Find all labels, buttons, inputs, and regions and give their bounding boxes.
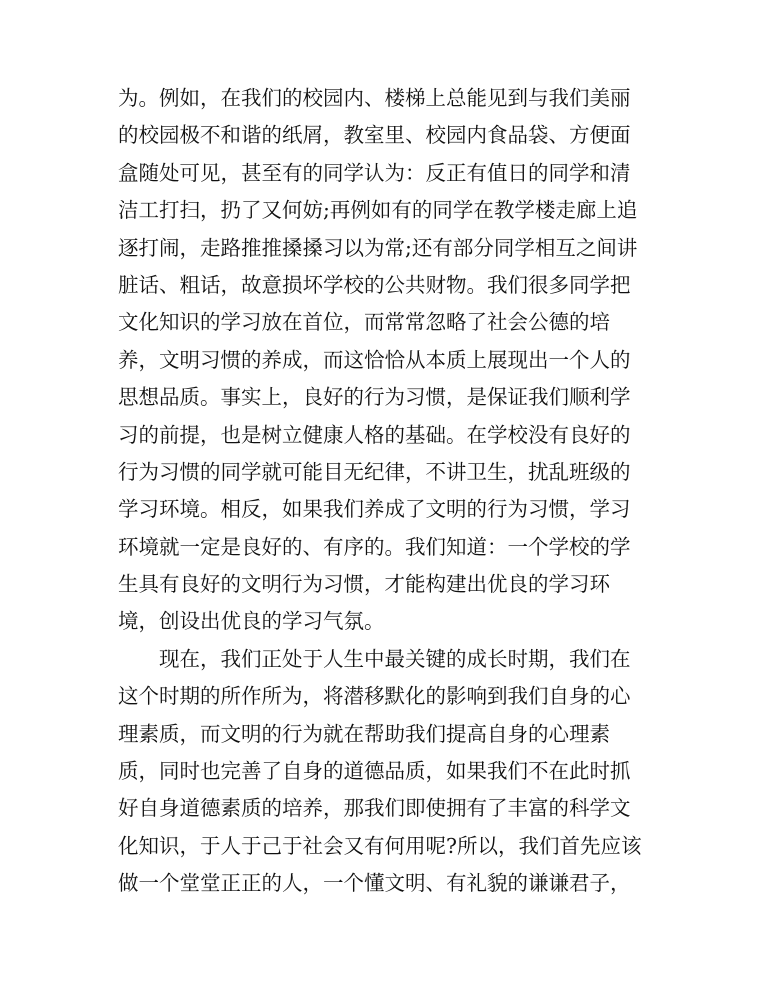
text-line: 理素质，而文明的行为就在帮助我们提高自身的心理素 bbox=[118, 721, 610, 746]
text-line: 化知识，于人于己于社会又有何用呢?所以，我们首先应该 bbox=[118, 833, 642, 858]
text-line: 为。例如，在我们的校园内、楼梯上总能见到与我们美丽 bbox=[118, 86, 631, 110]
text-line: 环境就一定是良好的、有序的。我们知道：一个学校的学 bbox=[118, 534, 631, 559]
text-line: 好自身道德素质的培养，那我们即使拥有了丰富的科学文 bbox=[118, 796, 631, 821]
text-line: 这个时期的所作所为，将潜移默化的影响到我们自身的心 bbox=[118, 684, 631, 709]
paragraph-start-line: 现在，我们正处于人生中最关键的成长时期，我们在 bbox=[159, 646, 631, 671]
text-line: 养，文明习惯的养成，而这恰恰从本质上展现出一个人的 bbox=[118, 347, 631, 372]
text-line: 洁工打扫，扔了又何妨;再例如有的同学在教学楼走廊上追 bbox=[118, 198, 638, 223]
text-line: 习的前提，也是树立健康人格的基础。在学校没有良好的 bbox=[118, 422, 631, 447]
text-line: 文化知识的学习放在首位，而常常忽略了社会公德的培 bbox=[118, 310, 610, 335]
text-line: 思想品质。事实上，良好的行为习惯，是保证我们顺利学 bbox=[118, 385, 631, 410]
text-line: 逐打闹，走路推推搡搡习以为常;还有部分同学相互之间讲 bbox=[118, 235, 638, 260]
text-line: 生具有良好的文明行为习惯，才能构建出优良的学习环 bbox=[118, 572, 610, 597]
text-line: 境，创设出优良的学习气氛。 bbox=[118, 609, 385, 634]
text-line: 做一个堂堂正正的人，一个懂文明、有礼貌的谦谦君子， bbox=[118, 871, 631, 896]
text-line: 行为习惯的同学就可能目无纪律，不讲卫生，扰乱班级的 bbox=[118, 459, 631, 484]
text-line: 学习环境。相反，如果我们养成了文明的行为习惯，学习 bbox=[118, 497, 631, 522]
text-line: 脏话、粗话，故意损坏学校的公共财物。我们很多同学把 bbox=[118, 272, 631, 297]
text-line: 盒随处可见，甚至有的同学认为：反正有值日的同学和清 bbox=[118, 160, 631, 185]
text-line: 的校园极不和谐的纸屑，教室里、校园内食品袋、方便面 bbox=[118, 123, 631, 148]
text-line: 质，同时也完善了自身的道德品质，如果我们不在此时抓 bbox=[118, 759, 631, 784]
body-text bbox=[118, 80, 663, 903]
